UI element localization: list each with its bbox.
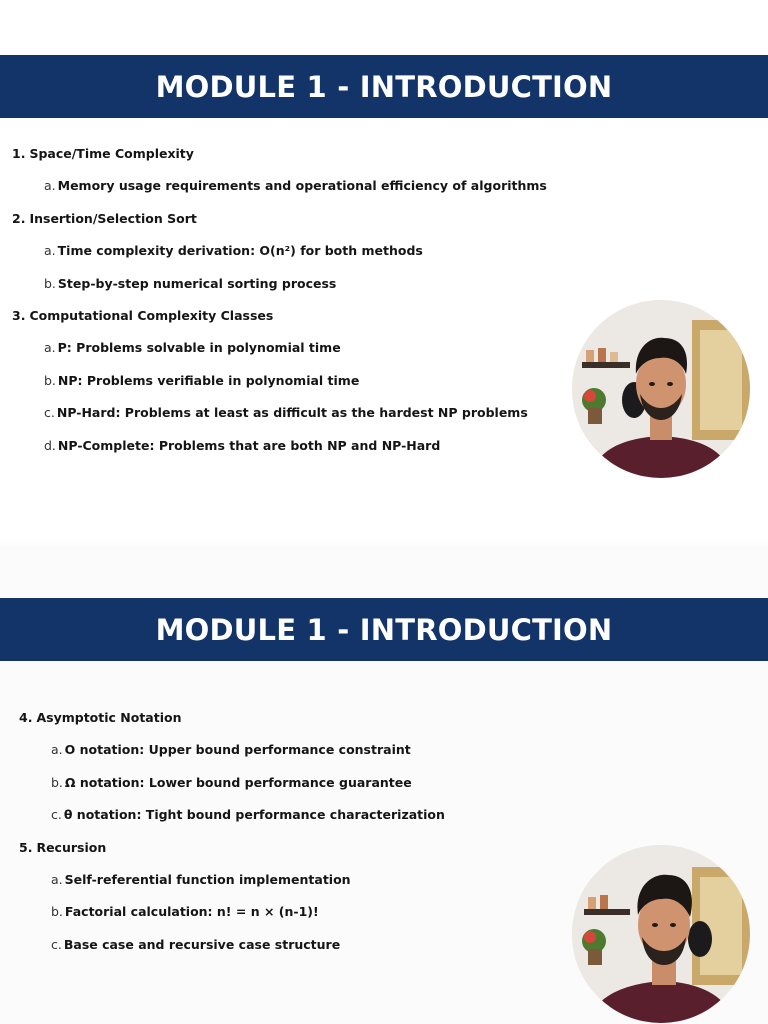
subitem-letter: b.	[44, 372, 56, 388]
subitem-letter: c.	[44, 405, 55, 421]
subitem-text: NP-Hard: Problems at least as difficult as the hardest NP problems	[56, 405, 528, 421]
subitem-text: Ω notation: Lower bound performance guarantee	[64, 774, 412, 790]
item-text: Asymptotic Notation	[36, 710, 182, 725]
item-text: Insertion/Selection Sort	[29, 210, 197, 226]
subitem-text: Factorial calculation: n! = n × (n-1)!	[64, 904, 319, 920]
slide-2-title: MODULE 1 - INTRODUCTION	[155, 612, 613, 647]
item-text: Recursion	[36, 839, 107, 855]
item-number: 3.	[12, 307, 26, 323]
item-number: 2.	[12, 210, 26, 226]
subitem-text: Self-referential function implementation	[64, 871, 351, 887]
item-number: 5.	[19, 839, 33, 855]
outline-subitem	[19, 775, 445, 807]
subitem-letter: b.	[51, 904, 63, 920]
subitem-letter: c.	[51, 936, 62, 952]
subitem-text: Base case and recursive case structure	[63, 936, 341, 952]
slide-2-title-banner	[0, 598, 768, 661]
subitem-text: O notation: Upper bound performance constraint	[64, 742, 411, 758]
subitem-text: NP-Complete: Problems that are both NP and NP-Hard	[57, 437, 441, 453]
outline-item	[19, 840, 445, 872]
outline-subitem	[19, 807, 445, 839]
slide-2	[0, 545, 768, 1024]
subitem-letter: a.	[44, 243, 56, 259]
presenter-avatar	[572, 300, 750, 478]
subitem-text: Memory usage requirements and operational efficiency of algorithms	[57, 178, 547, 194]
subitem-letter: a.	[44, 340, 56, 356]
subitem-text: θ notation: Tight bound performance characterization	[63, 807, 445, 823]
subitem-letter: a.	[44, 178, 56, 194]
presenter-avatar	[572, 845, 750, 1023]
outline-item	[12, 211, 547, 243]
outline-subitem	[12, 438, 547, 470]
outline-subitem	[12, 405, 547, 437]
outline-subitem	[12, 276, 547, 308]
outline-item	[12, 308, 547, 340]
item-number: 1.	[12, 146, 26, 161]
subitem-letter: a.	[51, 871, 63, 887]
item-text: Space/Time Complexity	[29, 146, 194, 161]
subitem-letter: c.	[51, 807, 62, 823]
outline-subitem	[12, 340, 547, 372]
slide-1-title-banner	[0, 55, 768, 118]
subitem-text: P: Problems solvable in polynomial time	[57, 340, 341, 356]
subitem-letter: a.	[51, 742, 63, 758]
outline-subitem	[19, 742, 445, 774]
item-number: 4.	[19, 710, 33, 725]
subitem-text: NP: Problems verifiable in polynomial time	[57, 372, 360, 388]
item-text: Computational Complexity Classes	[29, 307, 274, 323]
subitem-text: Step-by-step numerical sorting process	[57, 275, 337, 291]
slide-1-outline	[12, 146, 547, 470]
outline-subitem	[19, 937, 445, 969]
subitem-text: Time complexity derivation: O(n²) for both methods	[57, 243, 423, 259]
outline-subitem	[12, 373, 547, 405]
outline-subitem	[19, 872, 445, 904]
subitem-letter: b.	[51, 774, 63, 790]
outline-item	[19, 710, 445, 742]
slide-1-title: MODULE 1 - INTRODUCTION	[155, 69, 613, 104]
outline-item	[12, 146, 547, 178]
outline-subitem	[19, 904, 445, 936]
outline-subitem	[12, 243, 547, 275]
outline-subitem	[12, 178, 547, 210]
presenter-portrait-icon	[572, 845, 750, 1023]
presenter-portrait-icon	[572, 300, 750, 478]
slide-2-outline	[19, 710, 445, 969]
subitem-letter: b.	[44, 275, 56, 291]
subitem-letter: d.	[44, 437, 56, 453]
